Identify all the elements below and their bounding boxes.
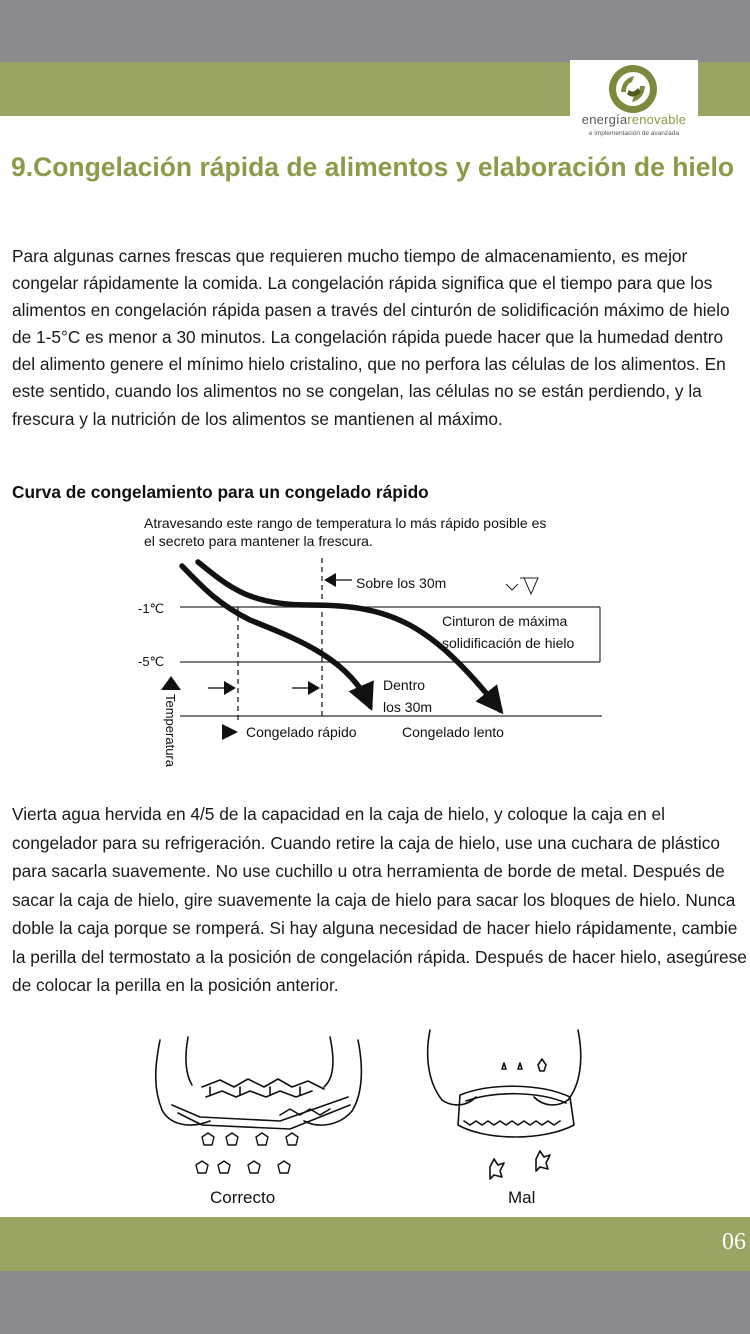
y-axis-arrow-icon: [161, 676, 181, 690]
legend-slow: Congelado lento: [402, 724, 504, 740]
band-label-line-1: Cinturon de máxima: [442, 613, 568, 629]
wrong-illustration: [428, 1030, 581, 1179]
within-arrow-icon: [308, 681, 320, 695]
ice-tray-illustration: [140, 1025, 630, 1215]
wrong-label: Mal: [508, 1188, 536, 1207]
logo-tagline: e implementación de avanzada: [589, 130, 679, 137]
annotation-within-line-1: Dentro: [383, 677, 426, 693]
page-number: 06: [722, 1229, 746, 1255]
logo-wordmark: energíarenovable: [581, 112, 687, 127]
chart-subheading: Curva de congelamiento para un congelado rápido: [12, 482, 429, 502]
intro-paragraph: Para algunas carnes frescas que requieren mucho tiempo de almacenamiento, es mejor congelar rápidamente la comida. La congelación rápida significa que el tiempo para que los alimentos en congelación rápida pasen a través del cinturón de solidificación máximo de hielo de 1-5°C es menor a 30 minutos. La congelación rápida puede hacer que la humedad dentro del alimento genere el mínimo hielo cristalino, que no perfora las células de los alimentos. En este sentido, cuando los alimentos no se congelan, las células no se están perdiendo, y la frescura y la nutrición de los alimentos se mantienen al máximo.: [12, 246, 730, 429]
correct-label: Correcto: [210, 1188, 276, 1207]
over-arrow-icon: [324, 573, 336, 587]
legend-fast: Congelado rápido: [246, 724, 357, 740]
y-axis-label: Temperatura: [163, 694, 178, 767]
annotation-within-line-2: los 30m: [383, 699, 433, 715]
footer-band: [0, 1217, 750, 1271]
band-label-line-2: solidificación de hielo: [442, 635, 575, 651]
top-gray-bar: [0, 0, 750, 62]
legend-arrow-icon: [222, 724, 238, 740]
section-title: 9.Congelación rápida de alimentos y elaboración de hielo: [11, 152, 735, 182]
correct-illustration: [156, 1037, 362, 1173]
fast-freeze-curve: [182, 566, 370, 706]
brand-logo: [570, 60, 698, 144]
y-tick-minus1: -1℃: [138, 601, 165, 616]
bottom-gray-bar: [0, 1271, 750, 1334]
fast-arrow-icon: [224, 681, 236, 695]
down-triangle-icon: [524, 578, 538, 594]
recycle-globe-icon: [608, 64, 658, 114]
ice-instructions-paragraph: Vierta agua hervida en 4/5 de la capacidad en la caja de hielo, y coloque la caja en el congelador para su refrigeración. Cuando retire la caja de hielo, use una cuchara de plástico para sacarla suavemente. No use cuchillo u otra herramienta de borde de metal. Después de sacar la caja de hielo, gire suavemente la caja de hielo para sacar los bloques de hielo. Nunca doble la caja porque se romperá. Si hay alguna necesidad de hacer hielo rápidamente, cambie la perilla del termostato a la posición de congelación rápida. Después de hacer hielo, asegúrese de colocar la perilla en la posición anterior.: [12, 804, 747, 995]
chart-title-line-2: el secreto para mantener la frescura.: [144, 533, 373, 549]
freezing-curve-chart: [120, 510, 620, 795]
chart-title-line-1: Atravesando este rango de temperatura lo más rápido posible es: [144, 515, 547, 531]
small-arrow-icon: [506, 584, 518, 590]
y-tick-minus5: -5℃: [138, 654, 165, 669]
annotation-over-30m: Sobre los 30m: [356, 575, 447, 591]
